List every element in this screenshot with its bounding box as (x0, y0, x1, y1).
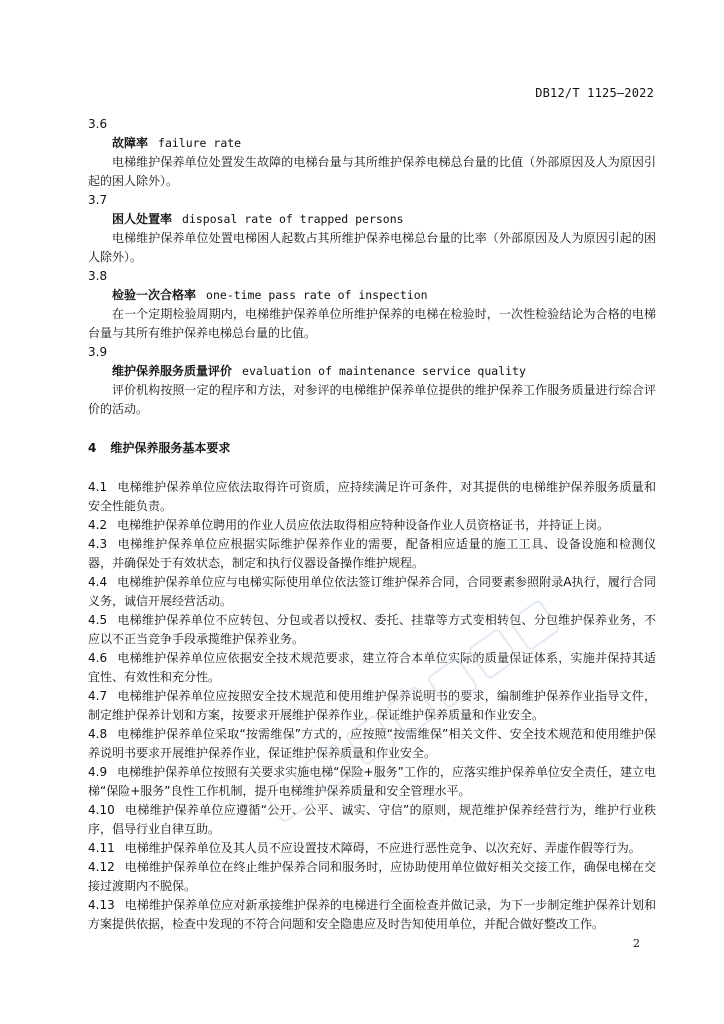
clause-number: 3.6 (88, 117, 108, 131)
clause-4-7 (88, 687, 656, 725)
clause-number: 4.6 (88, 651, 108, 665)
section-title: 维护保养服务基本要求 (110, 441, 231, 455)
clause-4-1 (88, 478, 656, 516)
clause-text: 电梯维护保养单位应对新承接维护保养的电梯进行全面检查并做记录，为下一步制定维护保养计划和方案提供依据，检查中发现的不符合问题和安全隐患应及时告知使用单位，并配合做好整改工作。 (88, 898, 656, 931)
term (88, 362, 656, 381)
clause-number: 4.1 (88, 480, 108, 494)
clause-number: 4.13 (88, 898, 115, 912)
term-english: disposal rate of trapped persons (182, 212, 404, 226)
term (88, 210, 656, 229)
clause-number: 4.12 (88, 860, 115, 874)
clause-text: 电梯维护保养单位应遵循“公开、公平、诚实、守信”的原则，规范维护保养经营行为，维护行业秩序，倡导行业自律互助。 (88, 803, 656, 836)
clause-4-8 (88, 725, 656, 763)
term-chinese: 检验一次合格率 (112, 288, 197, 302)
definition-text: 在一个定期检验周期内，电梯维护保养单位所维护保养的电梯在检验时，一次性检验结论为合格的电梯台量与其所有维护保养电梯总台量的比值。 (88, 307, 656, 340)
clause-number: 4.2 (88, 518, 108, 532)
clause-number: 4.9 (88, 765, 108, 779)
clause-4-4 (88, 573, 656, 611)
clause-number: 4.7 (88, 689, 108, 703)
clause-4-3 (88, 535, 656, 573)
definition-text: 电梯维护保养单位处置发生故障的电梯台量与其所维护保养电梯总台量的比值（外部原因及人为原因引起的困人除外）。 (88, 155, 656, 188)
clause-text: 电梯维护保养单位在终止维护保养合同和服务时，应协助使用单位做好相关交接工作，确保电梯在交接过渡期内不脱保。 (88, 860, 656, 893)
term (88, 286, 656, 305)
clause-text: 电梯维护保养单位不应转包、分包或者以授权、委托、挂靠等方式变相转包、分包维护保养业务，不应以不正当竞争手段承揽维护保养业务。 (88, 613, 656, 646)
clause-text: 电梯维护保养单位应根据实际维护保养作业的需要，配备相应适量的施工工具、设备设施和检测仪器，并确保处于有效状态，制定和执行仪器设备操作维护规程。 (88, 537, 656, 570)
clause-text: 电梯维护保养单位应按照安全技术规范和使用维护保养说明书的要求，编制维护保养作业指导文件，制定维护保养计划和方案，按要求开展维护保养作业，保证维护保养质量和作业安全。 (88, 689, 656, 722)
clause-4-10 (88, 801, 656, 839)
clause-number: 4.5 (88, 613, 108, 627)
definition-text: 评价机构按照一定的程序和方法，对参评的电梯维护保养单位提供的维护保养工作服务质量进行综合评价的活动。 (88, 383, 656, 416)
section-heading (88, 439, 656, 458)
clause-text: 电梯维护保养单位采取“按需维保”方式的，应按照“按需维保”相关文件、安全技术规范和使用维护保养说明书要求开展维护保养作业，保证维护保养质量和作业安全。 (88, 727, 656, 760)
definition-text: 电梯维护保养单位处置电梯困人起数占其所维护保养电梯总台量的比率（外部原因及人为原因引起的困人除外）。 (88, 231, 656, 264)
term-chinese: 困人处置率 (112, 212, 173, 226)
clause-4-12 (88, 858, 656, 896)
document-body (88, 115, 656, 934)
clause-4-6 (88, 649, 656, 687)
clause-4-5 (88, 611, 656, 649)
clause-4-2 (88, 516, 656, 535)
clause-number: 4.4 (88, 575, 108, 589)
clause-4-13 (88, 896, 656, 934)
term-chinese: 维护保养服务质量评价 (112, 364, 233, 378)
definition-3-6 (88, 115, 656, 191)
clause-4-9 (88, 763, 656, 801)
clause-text: 电梯维护保养单位及其人员不应设置技术障碍，不应进行恶性竞争、以次充好、弄虚作假等行为。 (124, 841, 641, 855)
clause-text: 电梯维护保养单位应与电梯实际使用单位依法签订维护保养合同，合同要素参照附录A执行，履行合同义务，诚信开展经营活动。 (88, 575, 656, 608)
clause-number: 3.8 (88, 269, 108, 283)
term-english: evaluation of maintenance service quality (242, 364, 526, 378)
term-english: failure rate (158, 136, 242, 150)
clause-number: 4.11 (88, 841, 115, 855)
definition-3-7 (88, 191, 656, 267)
document-code: DB12/T 1125—2022 (535, 86, 654, 100)
clause-text: 电梯维护保养单位应依据安全技术规范要求，建立符合本单位实际的质量保证体系，实施并保持其适宜性、有效性和充分性。 (88, 651, 656, 684)
clause-number: 4.3 (88, 537, 108, 551)
definition-3-9 (88, 343, 656, 419)
clause-text: 电梯维护保养单位按照有关要求实施电梯“保险+服务”工作的，应落实维护保养单位安全责任，建立电梯“保险+服务”良性工作机制，提升电梯维护保养质量和安全管理水平。 (88, 765, 656, 798)
term-english: one-time pass rate of inspection (206, 288, 428, 302)
clause-4-11 (88, 839, 656, 858)
clause-text: 电梯维护保养单位聘用的作业人员应依法取得相应特种设备作业人员资格证书，并持证上岗。 (117, 518, 610, 532)
definition-3-8 (88, 267, 656, 343)
clause-text: 电梯维护保养单位应依法取得许可资质，应持续满足许可条件，对其提供的电梯维护保养服务质量和安全性能负责。 (88, 480, 656, 513)
clause-number: 4.8 (88, 727, 108, 741)
term (88, 134, 656, 153)
clause-number: 3.7 (88, 193, 108, 207)
term-chinese: 故障率 (112, 136, 149, 150)
page-number: 2 (633, 937, 640, 950)
clause-number: 3.9 (88, 345, 108, 359)
section-number: 4 (88, 441, 97, 455)
clause-number: 4.10 (88, 803, 115, 817)
